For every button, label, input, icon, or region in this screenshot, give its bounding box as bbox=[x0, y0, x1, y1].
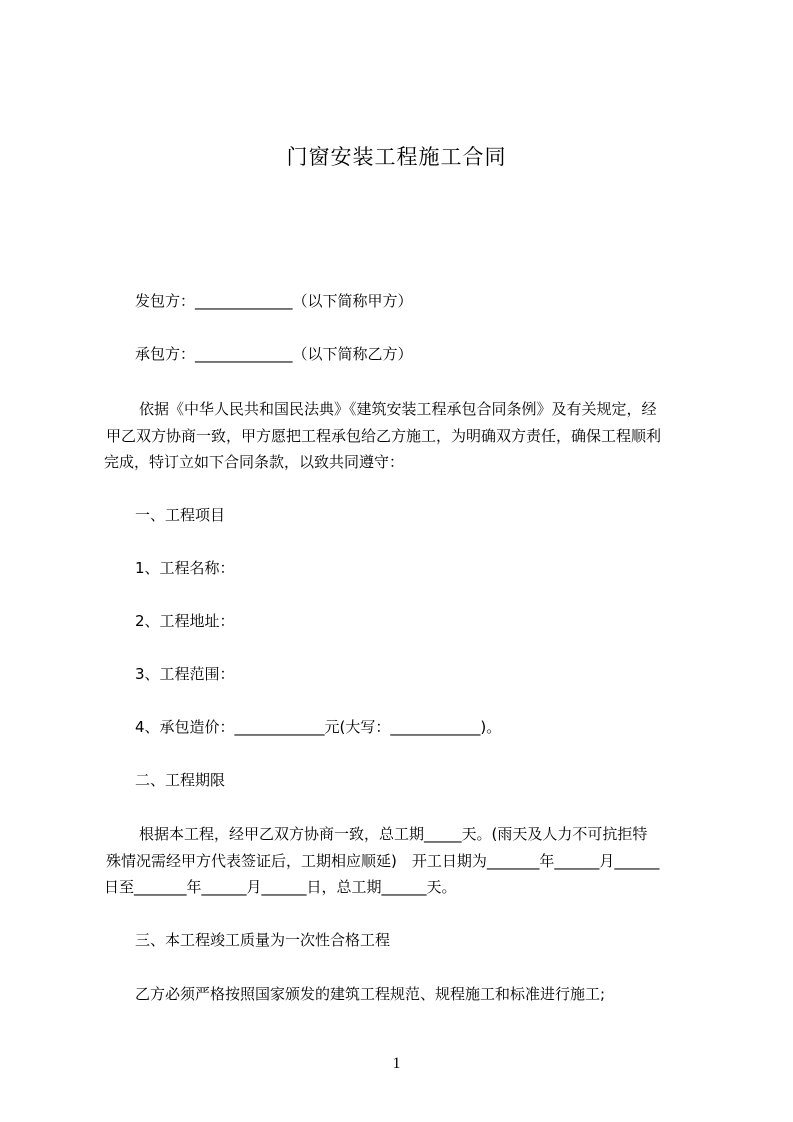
section-2-line-2: 殊情况需经甲方代表签证后，工期相应顺延) 开工日期为_______年______月______ bbox=[106, 852, 660, 870]
party-b-line: 承包方：_____________（以下简称乙方） bbox=[135, 345, 413, 363]
preamble-line-1: 依据《中华人民共和国民法典》《建筑安装工程承包合同条例》及有关规定，经 bbox=[139, 400, 657, 418]
section-1-item-4: 4、承包造价：____________元(大写：____________)。 bbox=[135, 718, 502, 736]
document-title: 门窗安装工程施工合同 bbox=[286, 145, 507, 169]
preamble-line-3: 完成，特订立如下合同条款，以致共同遵守： bbox=[104, 453, 405, 471]
section-2-line-3: 日至_______年______月______日，总工期______天。 bbox=[104, 878, 457, 896]
section-3-heading: 三、本工程竣工质量为一次性合格工程 bbox=[135, 931, 391, 949]
section-1-item-1: 1、工程名称： bbox=[135, 559, 235, 577]
section-2-line-1: 根据本工程，经甲乙双方协商一致，总工期_____天。(雨天及人力不可抗拒特 bbox=[139, 825, 648, 843]
section-3-line-1: 乙方必须严格按照国家颁发的建筑工程规范、规程施工和标准进行施工; bbox=[135, 985, 606, 1003]
preamble-line-2: 甲乙双方协商一致，甲方愿把工程承包给乙方施工，为明确双方责任，确保工程顺利 bbox=[106, 427, 662, 445]
section-1-item-3: 3、工程范围： bbox=[135, 665, 235, 683]
section-1-item-2: 2、工程地址： bbox=[135, 612, 235, 630]
party-a-line: 发包方：_____________（以下简称甲方） bbox=[135, 292, 413, 310]
page-number: 1 bbox=[392, 1055, 401, 1072]
section-1-heading: 一、工程项目 bbox=[135, 506, 226, 524]
section-2-heading: 二、工程期限 bbox=[135, 771, 226, 789]
